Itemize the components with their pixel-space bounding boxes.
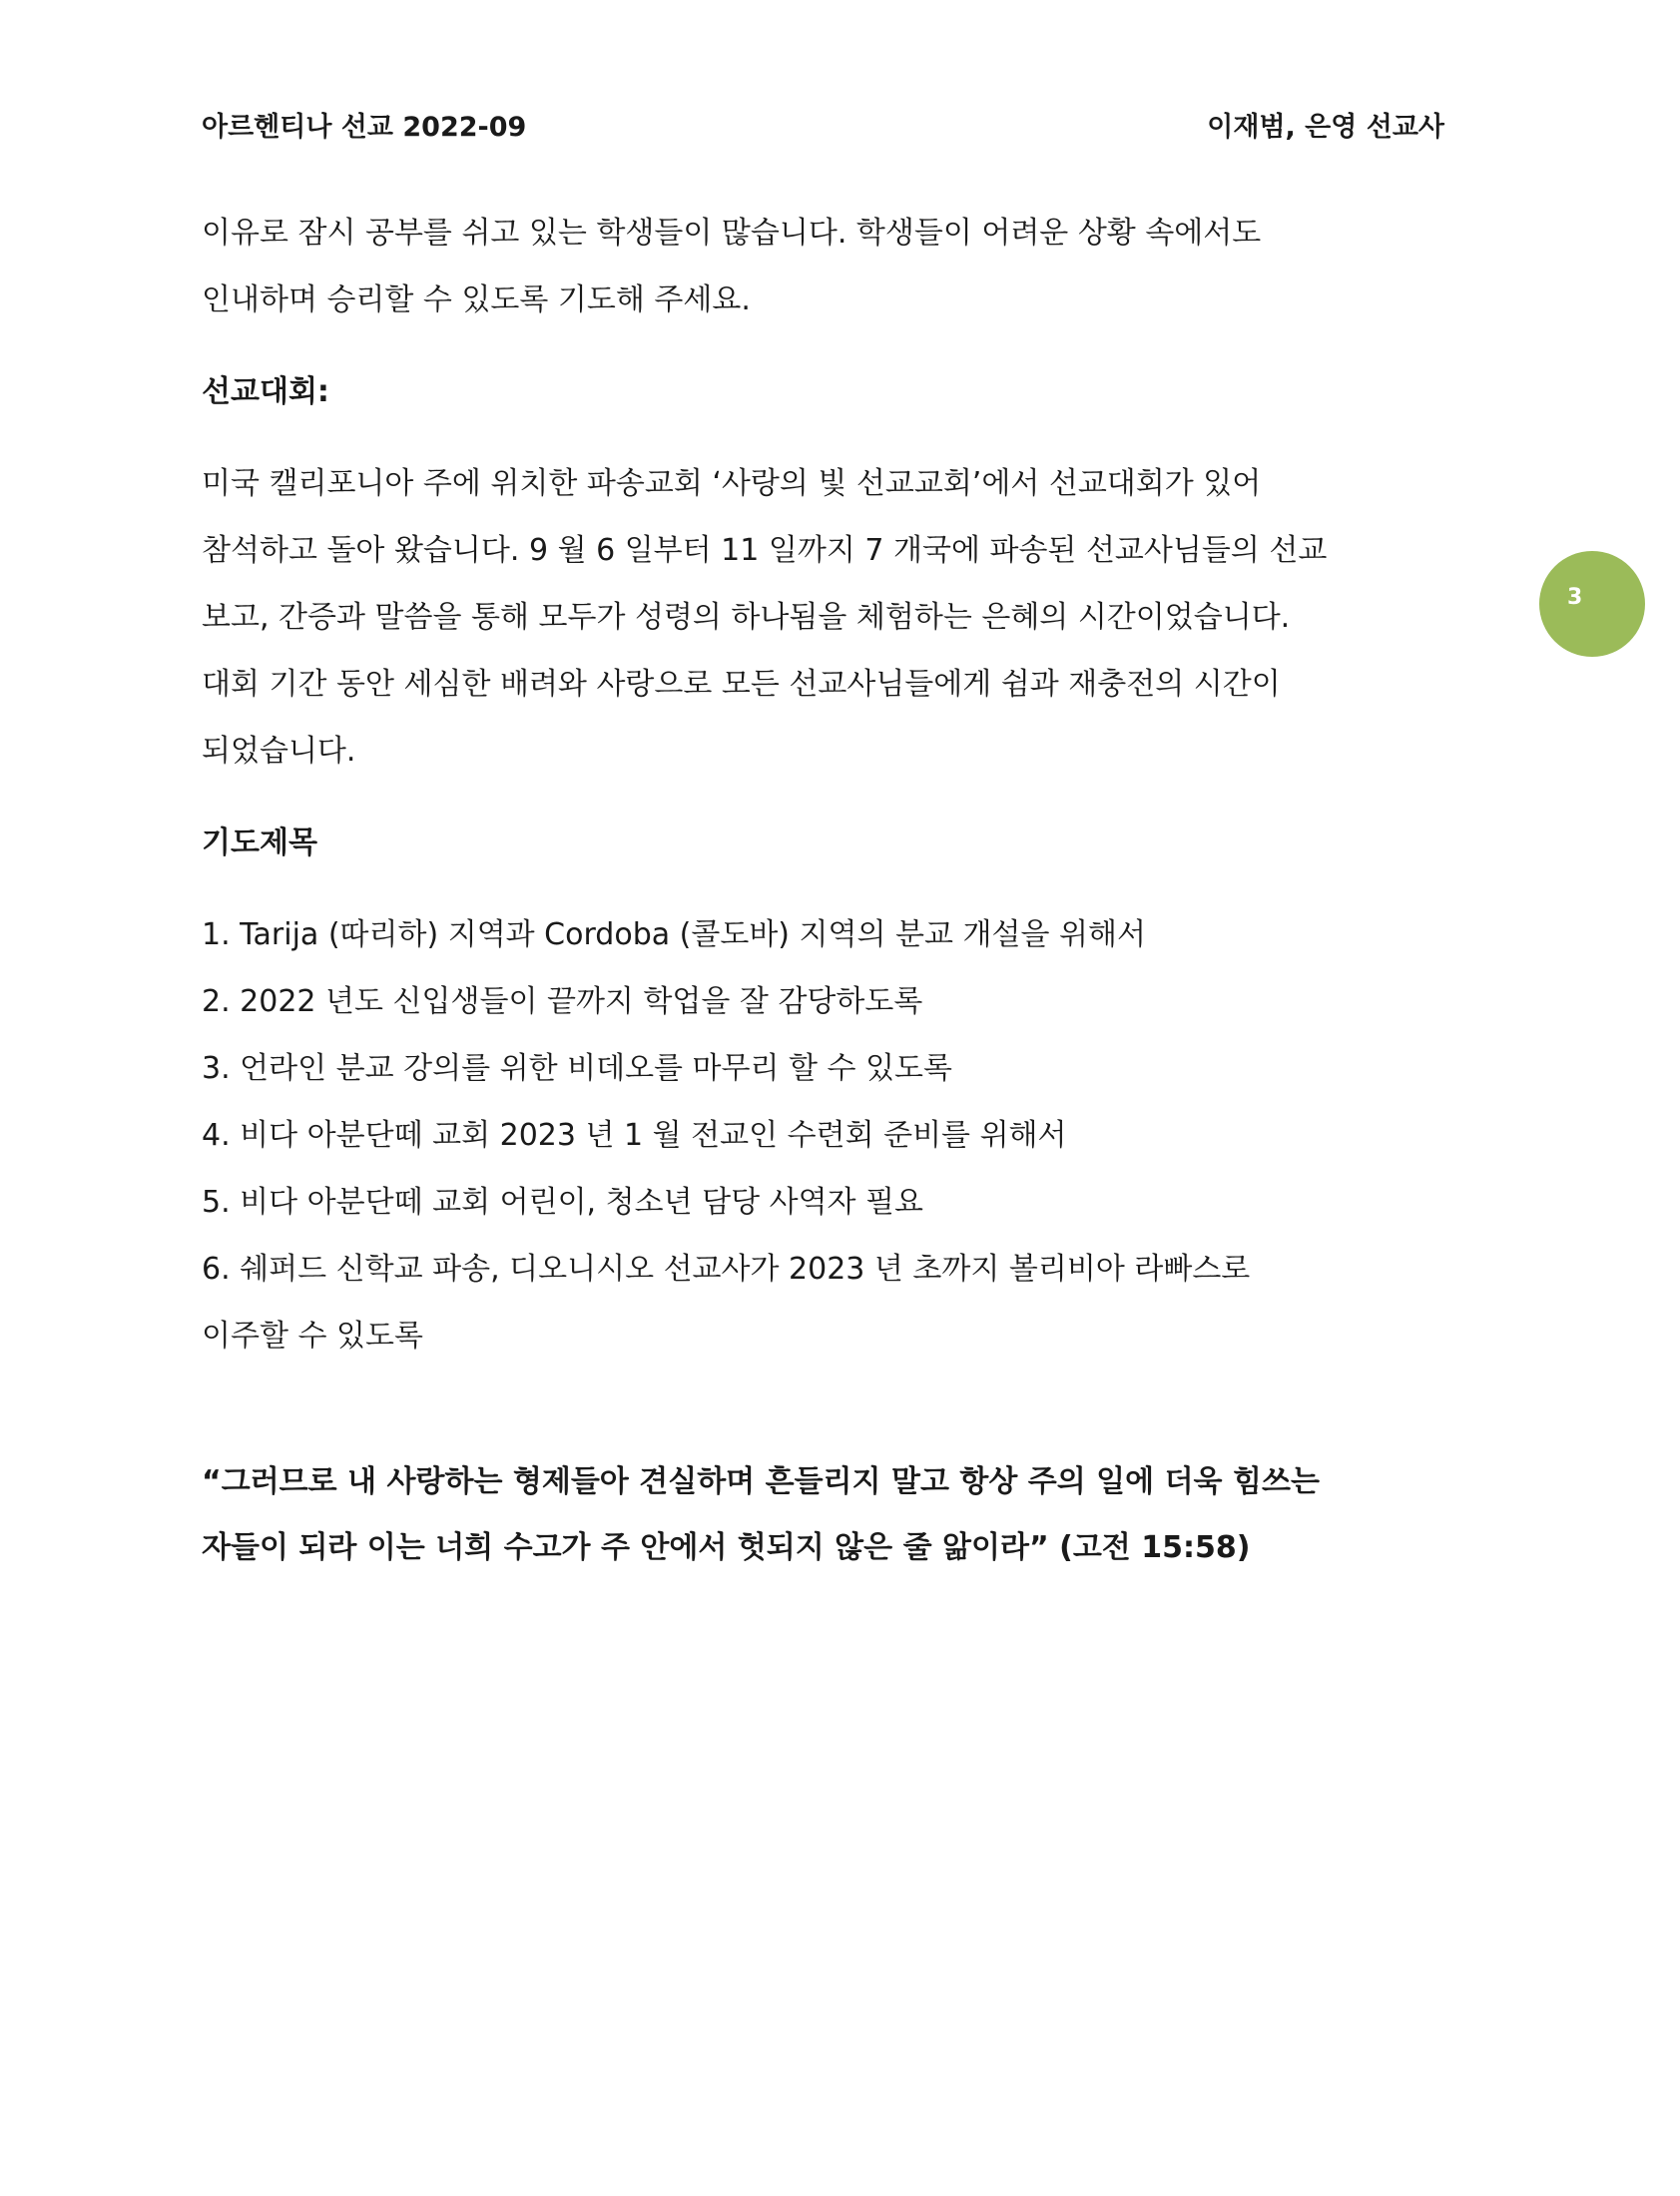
page-number: 3: [1567, 585, 1583, 610]
paragraph-line: 참석하고 돌아 왔습니다. 9 월 6 일부터 11 일까지 7 개국에 파송된 선교사님들의 선교: [202, 533, 1328, 568]
prayer-topics-list: [202, 901, 1499, 1370]
page-header: [202, 108, 1444, 148]
paragraph-line: 대회 기간 동안 세심한 배려와 사랑으로 모든 선교사님들에게 쉼과 재충전의 시간이: [202, 667, 1281, 702]
header-authors: 이재범, 은영 선교사: [1207, 112, 1444, 143]
list-item: 3. 언라인 분교 강의를 위한 비데오를 마무리 할 수 있도록: [202, 1051, 953, 1086]
intro-line: 인내하며 승리할 수 있도록 기도해 주세요.: [202, 282, 751, 317]
paragraph-line: 미국 캘리포니아 주에 위치한 파송교회 ‘사랑의 빛 선교교회’에서 선교대회가 있어: [202, 466, 1262, 501]
paragraph-line: 되었습니다.: [202, 734, 356, 769]
header-title: 아르헨티나 선교 2022-09: [202, 112, 527, 143]
bible-verse: [202, 1449, 1499, 1581]
list-item: 2. 2022 년도 신입생들이 끝까지 학업을 잘 감당하도록: [202, 984, 923, 1019]
mission-conference-heading: 선교대회:: [202, 374, 329, 409]
list-item: 6. 쉐퍼드 신학교 파송, 디오니시오 선교사가 2023 년 초까지 볼리비아 라빠스로: [202, 1252, 1251, 1287]
page-content: [202, 200, 1499, 1581]
list-item: 1. Tarija (따리하) 지역과 Cordoba (콜도바) 지역의 분교 개설을 위해서: [202, 917, 1146, 952]
intro-line: 이유로 잠시 공부를 쉬고 있는 학생들이 많습니다. 학생들이 어려운 상황 속에서도: [202, 216, 1262, 251]
verse-line: “그러므로 내 사랑하는 형제들아 견실하며 흔들리지 말고 항상 주의 일에 더욱 힘쓰는: [202, 1464, 1320, 1499]
list-item: 5. 비다 아분단떼 교회 어린이, 청소년 담당 사역자 필요: [202, 1185, 924, 1220]
list-item: 4. 비다 아분단떼 교회 2023 년 1 월 전교인 수련회 준비를 위해서: [202, 1118, 1067, 1153]
mission-conference-paragraph: [202, 450, 1499, 785]
page-number-badge: [1539, 551, 1645, 657]
prayer-topics-heading: 기도제목: [202, 825, 317, 860]
intro-paragraph: [202, 200, 1499, 333]
verse-line: 자들이 되라 이는 너희 수고가 주 안에서 헛되지 않은 줄 앎이라” (고전 15:58): [202, 1530, 1251, 1565]
list-item: 이주할 수 있도록: [202, 1319, 423, 1354]
paragraph-line: 보고, 간증과 말씀을 통해 모두가 성령의 하나됨을 체험하는 은혜의 시간이었습니다.: [202, 600, 1291, 635]
